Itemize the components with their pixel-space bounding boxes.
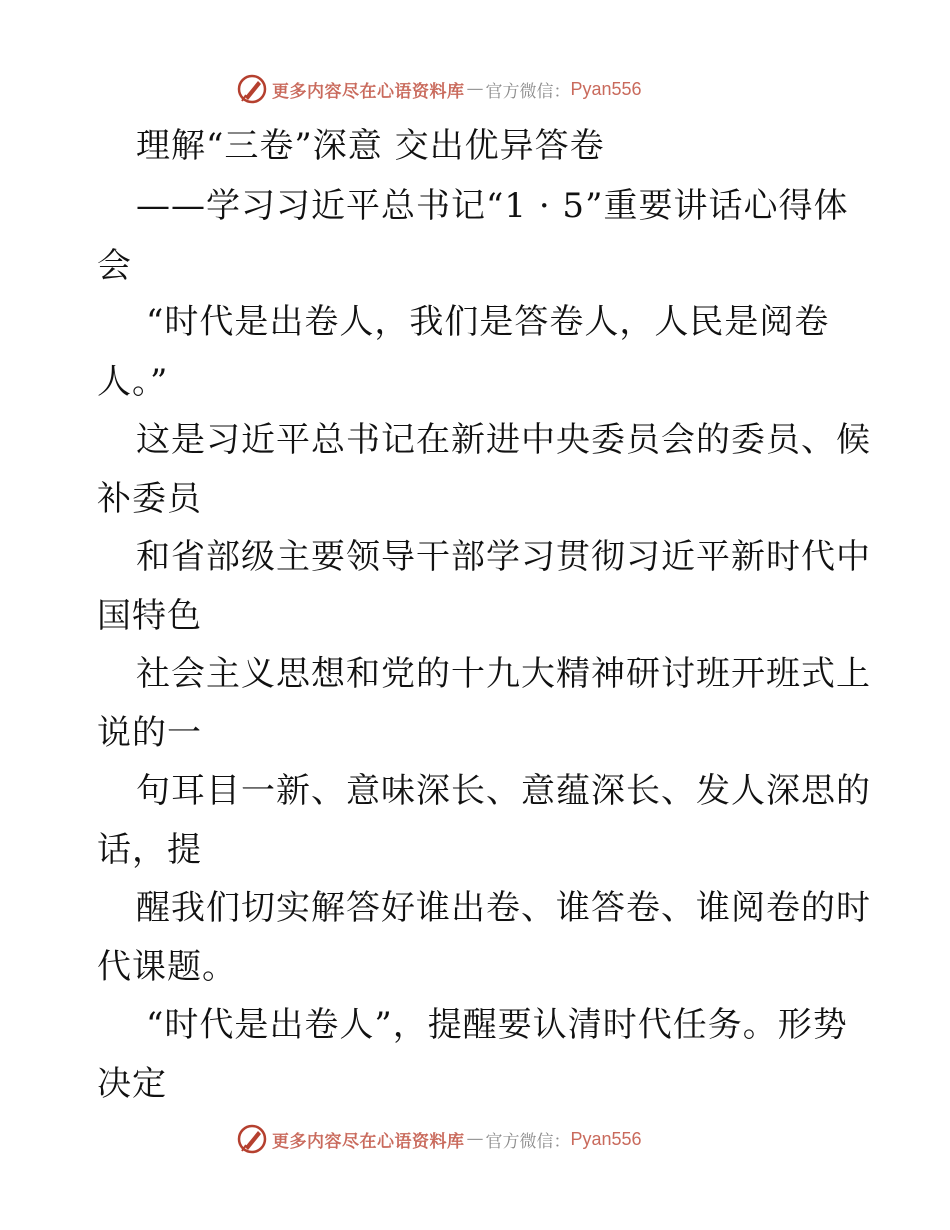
- doc-line: 这是习近平总书记在新进中央委员会的委员、候: [136, 420, 871, 460]
- footer-wechat-id: Pyan556: [570, 1128, 642, 1149]
- footer-wechat-label: 官方微信：: [485, 1131, 571, 1152]
- doc-line: 社会主义思想和党的十九大精神研讨班开班式上: [136, 654, 871, 694]
- header-wechat-id: Pyan556: [570, 78, 642, 99]
- doc-line: 醒我们切实解答好谁出卷、谁答卷、谁阅卷的时: [136, 888, 871, 928]
- doc-line: 和省部级主要领导干部学习贯彻习近平新时代中: [136, 537, 871, 577]
- doc-line: 补委员: [97, 479, 202, 519]
- doc-line: 话，提: [97, 830, 202, 870]
- footer-banner: [236, 1122, 642, 1156]
- quill-pen-logo-icon: [236, 73, 268, 105]
- footer-separator: —: [466, 1129, 484, 1149]
- quill-pen-logo-icon: [236, 1123, 268, 1155]
- header-separator: —: [466, 79, 484, 99]
- doc-line: 代课题。: [97, 947, 237, 987]
- doc-subtitle: ——学习习近平总书记“1 · 5”重要讲话心得体: [136, 186, 849, 226]
- header-banner: [236, 72, 642, 106]
- footer-brand-text: 更多内容尽在心语资料库: [272, 1131, 465, 1152]
- doc-line: 决定: [97, 1064, 167, 1104]
- doc-line: 句耳目一新、意味深长、意蕴深长、发人深思的: [136, 771, 871, 811]
- doc-title: 理解“三卷”深意 交出优异答卷: [136, 126, 605, 166]
- doc-line: 人。”: [97, 362, 169, 402]
- header-wechat-label: 官方微信：: [485, 81, 571, 102]
- doc-line: 国特色: [97, 596, 202, 636]
- header-brand-text: 更多内容尽在心语资料库: [272, 81, 465, 102]
- doc-line: 说的一: [97, 713, 202, 753]
- doc-line: “时代是出卷人”，提醒要认清时代任务。形势: [146, 1005, 848, 1045]
- doc-line: “时代是出卷人，我们是答卷人，人民是阅卷: [146, 302, 830, 342]
- doc-line: 会: [97, 246, 132, 286]
